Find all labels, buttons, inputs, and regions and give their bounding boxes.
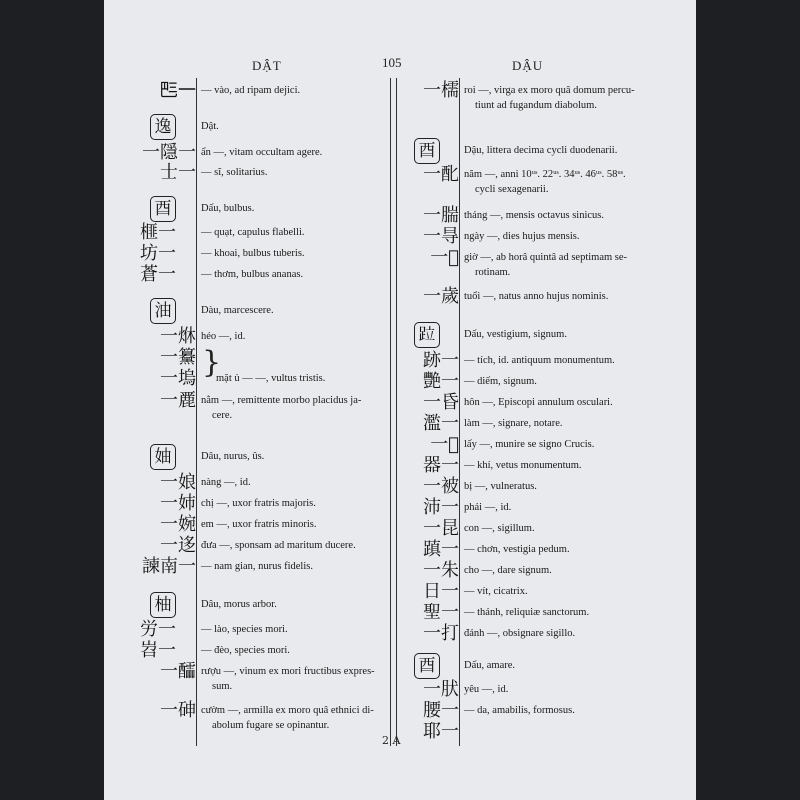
boxed-headword: 酉	[414, 653, 440, 679]
entry-characters: 坊一	[140, 243, 176, 264]
entry-gloss: tháng —, mensis octavus sinicus.	[464, 210, 604, 221]
entry-gloss: bị —, vulneratus.	[464, 481, 537, 492]
entry-characters: 聖一	[423, 602, 459, 623]
entry-characters: 一塢	[160, 368, 196, 389]
boxed-headword: 𨀎	[414, 322, 440, 348]
entry-gloss: Dấu, bulbus.	[201, 203, 255, 214]
entry-heading	[104, 655, 696, 677]
entry-gloss-continued: cycli sexagenarii.	[475, 184, 549, 195]
entry-characters: 一昏	[423, 392, 459, 413]
entry-characters: 耶一	[423, 721, 459, 742]
entry-characters: 一迻	[160, 535, 196, 556]
entry-gloss: — thánh, reliquiæ sanctorum.	[464, 607, 590, 618]
entry	[104, 80, 696, 111]
entry-gloss: roi —, virga ex moro quâ domum percu-	[464, 85, 635, 96]
entry-characters: 蹎一	[423, 539, 459, 560]
entry-gloss: làm —, signare, notare.	[464, 418, 563, 429]
entry-characters: 一𣇞	[430, 247, 459, 268]
grouping-brace: }	[202, 345, 222, 380]
entry-gloss: — diếm, signum.	[464, 376, 537, 387]
entry-characters: 腰一	[423, 700, 459, 721]
page-number: 105	[382, 55, 402, 70]
entry-characters: 一娘	[160, 472, 196, 493]
entry-gloss: rượu —, vinum ex mori fructibus expres-	[201, 666, 375, 677]
entry-gloss: — đèo, species mori.	[201, 645, 290, 656]
entry-characters: 沛一	[423, 497, 459, 518]
entry-characters: 蒼一	[140, 264, 176, 285]
boxed-headword: 逸	[150, 114, 176, 140]
entry-characters: 一歲	[423, 286, 459, 307]
entry-gloss: — chơn, vestigia pedum.	[464, 544, 570, 555]
entry-heading	[104, 140, 696, 162]
entry	[104, 518, 696, 540]
entry	[104, 539, 696, 561]
boxed-headword: 柚	[150, 592, 176, 618]
entry-gloss: hôn —, Episcopi annulum osculari.	[464, 397, 613, 408]
entry-gloss: ẩn —, vitam occultam agere.	[201, 147, 323, 158]
entry-gloss: Dậu, littera decima cycli duodenarii.	[464, 145, 618, 156]
entry-characters: 諫南一	[142, 556, 196, 577]
entry-characters: 濫一	[423, 413, 459, 434]
entry-gloss: Dật.	[201, 121, 219, 132]
entry	[104, 205, 696, 227]
entry-gloss: nàng —, id.	[201, 477, 251, 488]
entry-gloss-continued: abolum fugare se opinantur.	[212, 720, 330, 731]
entry-gloss: cho —, dare signum.	[464, 565, 552, 576]
entry-characters: 労一	[140, 619, 176, 640]
entry-characters: 一昆	[423, 518, 459, 539]
entry-gloss: giờ —, ab horâ quintâ ad septimam se-	[464, 252, 628, 263]
right-column-header: DẬU	[512, 58, 544, 73]
entry	[104, 700, 696, 722]
entry-characters: 跡一	[423, 350, 459, 371]
entry-gloss: — vít, cicatrix.	[464, 586, 528, 597]
entry-gloss: con —, sigillum.	[464, 523, 535, 534]
entry-gloss: lấy —, munire se signo Crucis.	[464, 439, 595, 450]
left-column-header: DẬT	[252, 58, 282, 73]
entry-gloss: đánh —, obsignare sigillo.	[464, 628, 576, 639]
entry-gloss-continued: rotinam.	[475, 267, 511, 278]
entry	[104, 623, 696, 645]
entry-characters: 器一	[423, 455, 459, 476]
entry-gloss: nằm —, remittente morbo placidus ja-	[201, 395, 362, 406]
entry-gloss: — nam gian, nurus fidelis.	[201, 561, 313, 572]
entry	[104, 226, 696, 248]
entry-gloss: phải —, id.	[464, 502, 512, 513]
entry-gloss: — khí, vetus monumentum.	[464, 460, 582, 471]
entry-characters: 一䣥	[423, 164, 459, 185]
entry-characters: 一䵵	[160, 347, 196, 368]
entry-heading	[104, 116, 696, 138]
entry-characters: 一砷	[160, 700, 196, 721]
entry-gloss: Dàu, marcescere.	[201, 305, 274, 316]
entry-characters: 一烌	[160, 326, 196, 347]
entry-gloss: em —, uxor fratris minoris.	[201, 519, 317, 530]
entry-characters: 𠀧一	[160, 80, 196, 101]
entry-gloss: Dấu, amare.	[464, 660, 516, 671]
entry-gloss: — thơm, bulbus ananas.	[201, 269, 304, 280]
entry-gloss-continued: tiunt ad fugandum diabolum.	[475, 100, 597, 111]
entry-characters: 一朱	[423, 560, 459, 581]
entry	[104, 164, 696, 195]
entry-gloss: ngày —, dies hujus mensis.	[464, 231, 580, 242]
entry	[104, 413, 696, 435]
entry-gloss: năm —, anni 10ᵘˢ. 22ᵘˢ. 34ᵘˢ. 46ᵘˢ. 58ᵘˢ.	[464, 169, 626, 180]
entry	[104, 560, 696, 582]
entry-characters: 一婉	[160, 514, 196, 535]
entry-characters: 一肰	[423, 679, 459, 700]
entry-gloss: — da, amabilis, formosus.	[464, 705, 575, 716]
entry-gloss: yêu —, id.	[464, 684, 509, 695]
entry-gloss: đưa —, sponsam ad maritum ducere.	[201, 540, 356, 551]
entry	[104, 679, 696, 701]
signature-mark: 2 A	[382, 734, 401, 747]
entry-characters: 艷一	[423, 371, 459, 392]
entry-characters: 一姉	[160, 493, 196, 514]
entry-gloss: — sĩ, solitarius.	[201, 167, 268, 178]
entry	[104, 350, 696, 372]
boxed-headword: 妯	[150, 444, 176, 470]
entry-gloss: Dâu, nurus, ûs.	[201, 451, 265, 462]
entry	[104, 581, 696, 603]
entry-characters: 一㝵	[423, 226, 459, 247]
entry-characters: 榧一	[140, 222, 176, 243]
entry-gloss: — khoai, bulbus tuberis.	[201, 248, 305, 259]
entry-gloss: — tích, id. antiquum monumentum.	[464, 355, 615, 366]
entry-gloss-continued: sum.	[212, 681, 233, 692]
entry-characters: 一打	[423, 623, 459, 644]
entry-gloss: cườm —, armilla ex moro quâ ethnici di-	[201, 705, 374, 716]
boxed-headword: 油	[150, 298, 176, 324]
entry-gloss: Dấu, vestigium, signum.	[464, 329, 567, 340]
entry-characters: 一隱一	[142, 142, 196, 163]
entry	[104, 371, 696, 393]
entry-gloss-continued: cere.	[212, 410, 233, 421]
entry-gloss: — vào, ad ripam dejici.	[201, 85, 301, 96]
entry-gloss: héo —, id.	[201, 331, 246, 342]
dictionary-page	[104, 0, 696, 800]
entry-characters: 岧一	[140, 640, 176, 661]
entry	[104, 392, 696, 414]
entry-characters: 一𥛉	[430, 434, 459, 455]
entry-characters: 一被	[423, 476, 459, 497]
entry	[104, 602, 696, 624]
entry-gloss: — lào, species mori.	[201, 624, 288, 635]
entry-characters: 一腨	[423, 205, 459, 226]
entry-gloss: mặt ủ — —, vultus tristis.	[216, 373, 326, 384]
entry	[104, 455, 696, 477]
entry	[104, 286, 696, 308]
entry-gloss: Dâu, morus arbor.	[201, 599, 277, 610]
entry	[104, 476, 696, 498]
entry-gloss: chị —, uxor fratris majoris.	[201, 498, 316, 509]
entry-heading	[104, 324, 696, 346]
entry-characters: 士一	[160, 162, 196, 183]
entry-gloss: — quạt, capulus flabelli.	[201, 227, 305, 238]
entry-gloss: tuổi —, natus anno hujus nominis.	[464, 291, 609, 302]
entry	[104, 497, 696, 519]
entry	[104, 434, 696, 456]
entry-characters: 一䴡	[160, 390, 196, 411]
entry-characters: 日一	[423, 581, 459, 602]
boxed-headword: 酉	[414, 138, 440, 164]
boxed-headword: 酉	[150, 196, 176, 222]
entry-characters: 一醽	[160, 661, 196, 682]
entry-characters: 一檽	[423, 80, 459, 101]
